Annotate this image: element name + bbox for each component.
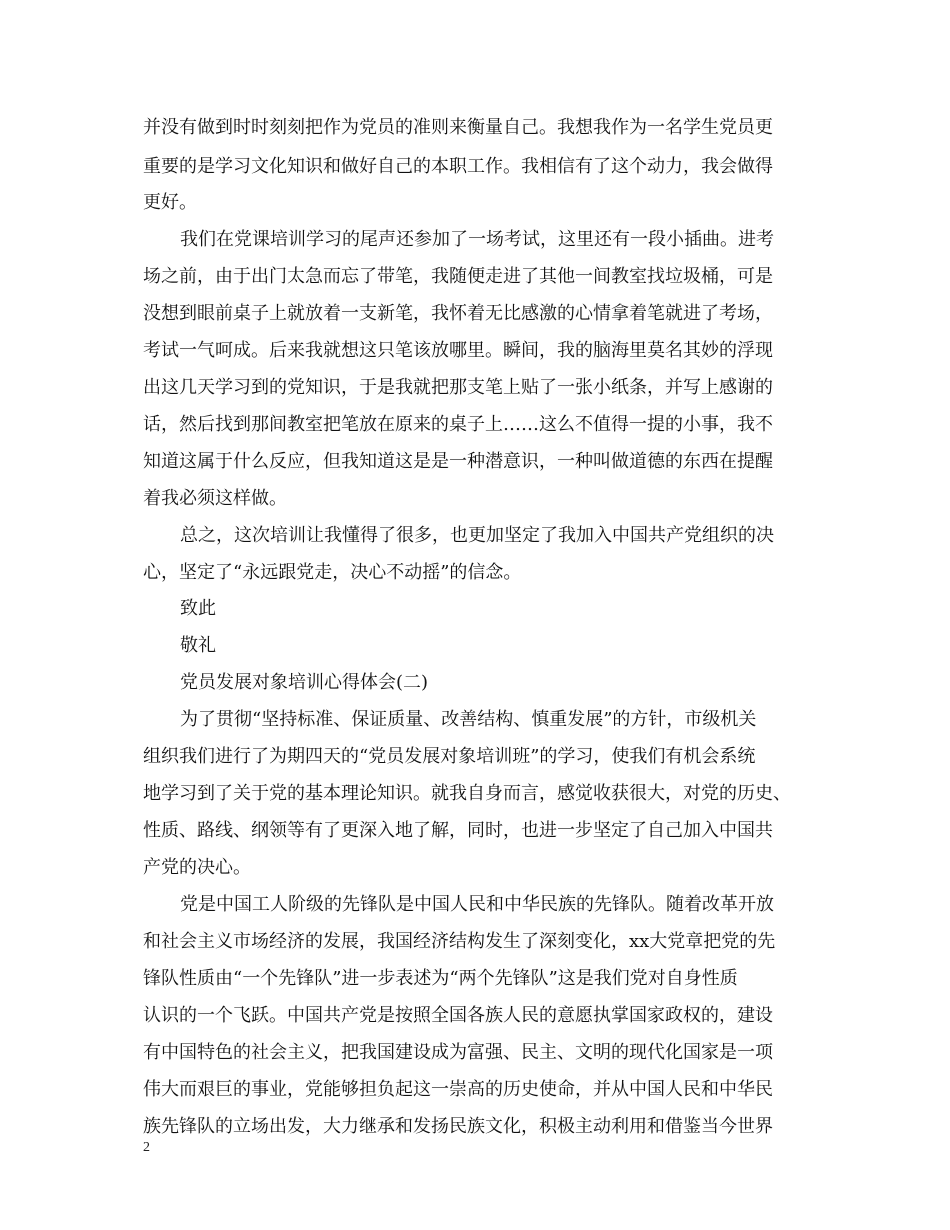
text-line: 没想到眼前桌子上就放着一支新笔，我怀着无比感激的心情拿着笔就进了考场， bbox=[143, 303, 773, 324]
text-line: 出这几天学习到的党知识，于是我就把那支笔上贴了一张小纸条，并写上感谢的 bbox=[143, 377, 773, 398]
text-line: 话，然后找到那间教室把笔放在原来的桌子上……这么不值得一提的小事，我不 bbox=[143, 414, 773, 435]
text-line: 伟大而艰巨的事业，党能够担负起这一崇高的历史使命，并从中国人民和中华民 bbox=[143, 1079, 773, 1100]
paragraph-first-line: 我们在党课培训学习的尾声还参加了一场考试，这里还有一段小插曲。进考 bbox=[180, 229, 774, 250]
text-line: 产党的决心。 bbox=[143, 857, 251, 878]
text-line: 族先锋队的立场出发，大力继承和发扬民族文化，积极主动利用和借鉴当今世界 bbox=[143, 1116, 773, 1137]
text-line: 心，坚定了“永远跟党走，决心不动摇”的信念。 bbox=[143, 562, 522, 583]
text-line: 知道这属于什么反应，但我知道这是是一种潜意识，一种叫做道德的东西在提醒 bbox=[143, 451, 773, 472]
text-line: 性质、路线、纲领等有了更深入地了解，同时，也进一步坚定了自己加入中国共 bbox=[143, 820, 773, 841]
paragraph-first-line: 总之，这次培训让我懂得了很多，也更加坚定了我加入中国共产党组织的决 bbox=[180, 525, 774, 546]
text-line: 认识的一个飞跃。中国共产党是按照全国各族人民的意愿执掌国家政权的，建设 bbox=[143, 1005, 773, 1026]
text-line: 更好。 bbox=[143, 192, 197, 213]
closing-salutation: 致此 bbox=[180, 598, 216, 619]
text-line: 和社会主义市场经济的发展，我国经济结构发生了深刻变化，xx大党章把党的先 bbox=[143, 931, 776, 952]
paragraph-first-line: 党是中国工人阶级的先锋队是中国人民和中华民族的先锋队。随着改革开放 bbox=[180, 894, 774, 915]
text-line: 并没有做到时时刻刻把作为党员的准则来衡量自己。我想我作为一名学生党员更 bbox=[143, 117, 773, 138]
text-line: 有中国特色的社会主义，把我国建设成为富强、民主、文明的现代化国家是一项 bbox=[143, 1042, 773, 1063]
section-title: 党员发展对象培训心得体会(二) bbox=[180, 672, 429, 693]
text-line: 场之前，由于出门太急而忘了带笔，我随便走进了其他一间教室找垃圾桶，可是 bbox=[143, 266, 773, 287]
closing-salutation: 敬礼 bbox=[180, 635, 216, 656]
page-number: 2 bbox=[143, 1140, 150, 1155]
text-line: 重要的是学习文化知识和做好自己的本职工作。我相信有了这个动力，我会做得 bbox=[143, 156, 773, 177]
text-line: 组织我们进行了为期四天的“党员发展对象培训班”的学习，使我们有机会系统 bbox=[143, 746, 756, 767]
text-line: 地学习到了关于党的基本理论知识。就我自身而言，感觉收获很大，对党的历史、 bbox=[143, 783, 791, 804]
text-line: 考试一气呵成。后来我就想这只笔该放哪里。瞬间，我的脑海里莫名其妙的浮现 bbox=[143, 340, 773, 361]
paragraph-first-line: 为了贯彻“坚持标准、保证质量、改善结构、慎重发展”的方针，市级机关 bbox=[180, 709, 757, 730]
text-line: 着我必须这样做。 bbox=[143, 488, 287, 509]
text-line: 锋队性质由“一个先锋队”进一步表述为“两个先锋队”这是我们党对自身性质 bbox=[143, 968, 738, 989]
